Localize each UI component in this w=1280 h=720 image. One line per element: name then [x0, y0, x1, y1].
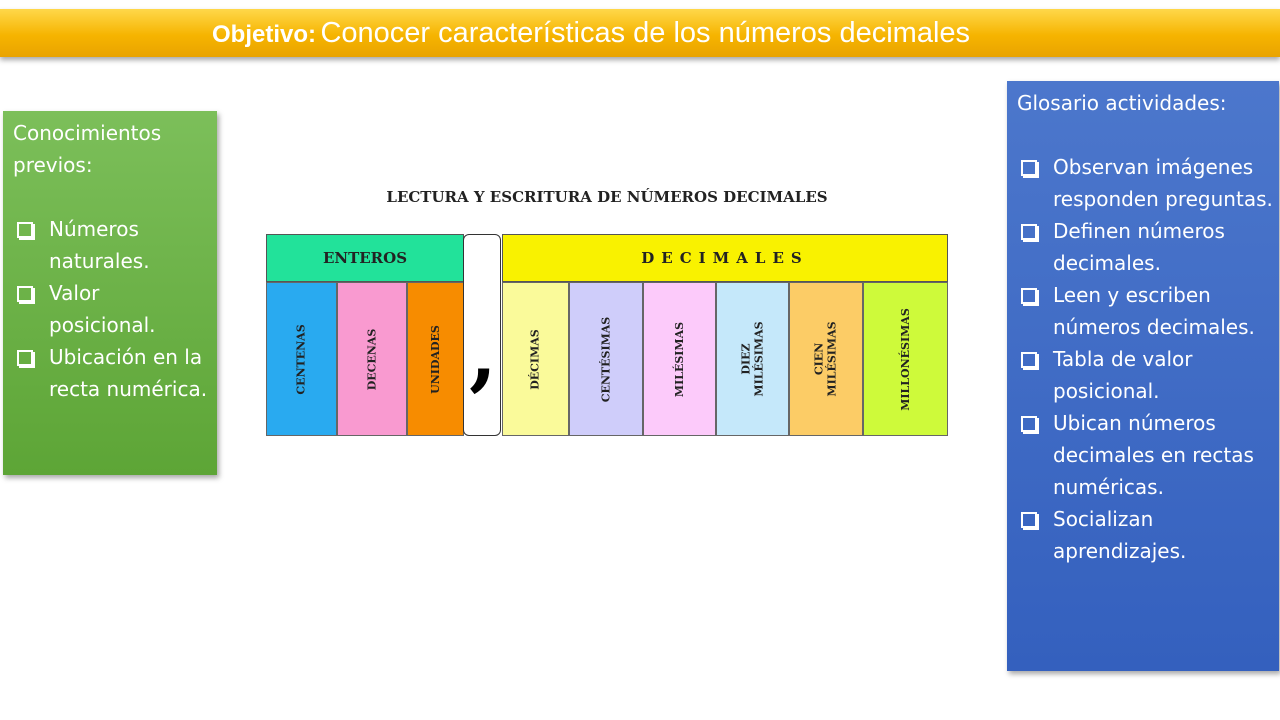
column-label [740, 321, 766, 396]
glossary-list [1017, 151, 1273, 567]
column-label [365, 328, 378, 390]
place-value-column [643, 282, 716, 436]
checkbox-icon [1021, 512, 1037, 528]
column-label-line2: MILÉSIMAS [826, 321, 839, 397]
column-label-line1: CENTÉSIMAS [599, 316, 613, 402]
activities-glossary-box [1007, 81, 1279, 671]
checkbox-icon [17, 286, 33, 302]
objective-label: Objetivo: [212, 21, 317, 48]
column-label [813, 321, 839, 396]
checkbox-icon [1021, 160, 1037, 176]
list-item-label: Números naturales. [49, 217, 150, 273]
list-item [13, 213, 209, 277]
place-value-column [337, 282, 407, 436]
column-label-line1: UNIDADES [429, 324, 443, 394]
list-item-label: Tabla de valor posicional. [1053, 347, 1193, 403]
prior-knowledge-box [3, 111, 217, 475]
checkbox-icon [1021, 352, 1037, 368]
column-label-line1: MILÉSIMAS [673, 321, 686, 397]
list-item-label: Socializan aprendizajes. [1053, 507, 1187, 563]
checkbox-icon [1021, 416, 1037, 432]
title-banner [0, 9, 1280, 57]
list-item-label: Valor posicional. [49, 281, 156, 337]
glossary-title: Glosario actividades: [1017, 91, 1227, 115]
column-label [295, 324, 308, 394]
list-item [1017, 279, 1273, 343]
place-value-column [407, 282, 464, 436]
place-value-column [569, 282, 643, 436]
list-item-label: Definen números decimales. [1053, 219, 1225, 275]
list-item-label: Ubican números decimales en rectas numéricas. [1053, 411, 1254, 499]
column-label [899, 308, 912, 411]
checkbox-icon [1021, 288, 1037, 304]
place-value-column [863, 282, 948, 436]
list-item [1017, 215, 1273, 279]
place-value-column [789, 282, 863, 436]
list-item [1017, 407, 1273, 503]
place-value-table [266, 234, 948, 436]
column-label-line1: DÉCIMAS [528, 328, 542, 390]
column-label-line1: MILLONÉSIMAS [899, 307, 912, 411]
list-item [1017, 503, 1273, 567]
column-label-line1: CIEN [813, 342, 826, 376]
place-value-column [502, 282, 569, 436]
prior-knowledge-title-line1: Conocimientos [13, 121, 162, 145]
list-item [13, 341, 209, 405]
prior-knowledge-list [13, 213, 209, 405]
enteros-header: ENTEROS [266, 234, 464, 282]
column-label-line1: CENTENAS [295, 323, 309, 395]
column-label-line1: DIEZ [739, 343, 753, 375]
column-label [600, 316, 613, 402]
objective-text: Conocer características de los números decimales [320, 17, 971, 49]
decimal-comma: , [469, 306, 497, 400]
list-item-label: Observan imágenes responden preguntas. [1053, 155, 1273, 211]
column-label-line2: MILÉSIMAS [752, 321, 766, 397]
banner-text [212, 17, 970, 50]
column-label [673, 321, 686, 396]
list-item [13, 277, 209, 341]
list-item [1017, 151, 1273, 215]
list-item-label: Leen y escriben números decimales. [1053, 283, 1255, 339]
decimales-header: DECIMALES [502, 234, 948, 282]
checkbox-icon [17, 222, 33, 238]
checkbox-icon [1021, 224, 1037, 240]
checkbox-icon [17, 350, 33, 366]
prior-knowledge-title-line2: previos: [13, 153, 93, 177]
list-item-label: Ubicación en la recta numérica. [49, 345, 208, 401]
table-title: LECTURA Y ESCRITURA DE NÚMEROS DECIMALES [386, 188, 828, 206]
decimal-separator-box [463, 234, 501, 436]
place-value-column [266, 282, 337, 436]
column-label [429, 325, 442, 394]
column-label [529, 329, 542, 389]
place-value-column [716, 282, 789, 436]
list-item [1017, 343, 1273, 407]
column-label-line1: DECENAS [365, 328, 379, 390]
